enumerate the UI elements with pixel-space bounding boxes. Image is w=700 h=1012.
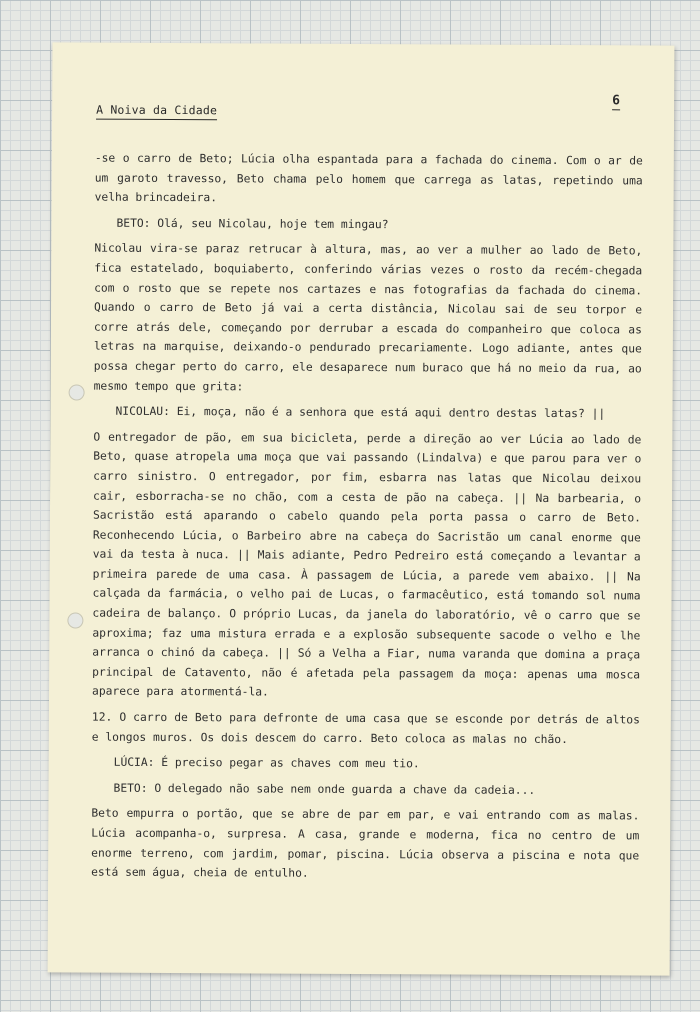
punch-hole (69, 384, 85, 400)
script-body (91, 149, 643, 886)
page-number: 6 (612, 93, 621, 109)
scene-paragraph: 12. O carro de Beto para defronte de uma casa que se esconde por detrás de altos e longos muros. Os dois descem do carro. Beto coloca as malas no chão. (91, 710, 640, 746)
dialogue-line: LÚCIA: É preciso pegar as chaves com meu tio. (113, 755, 420, 771)
dialogue-line: BETO: Olá, seu Nicolau, hoje tem mingau? (116, 216, 389, 231)
paragraph: O entregador de pão, em sua bicicleta, perde a direção ao ver Lúcia ao lado de Beto, quase atropela uma moça que vai passando (Lindalva) e que parou para ver o carro sinistro. O entregador, por fim, esbarra nas latas que Nicolau deixou cair, esborracha-se no chão, com a cesta de pão na cabeça. || Na barbearia, o Sacristão está aparando o cabelo quando pela porta passa o carro de Beto. Reconhecendo Lúcia, o Barbeiro abre na cabeça do Sacristão um canal enorme que vai da testa à nuca. || Mais adiante, Pedro Pedreiro está começando a levantar a primeira parede de uma casa. À passagem de Lúcia, a parede vem abaixo. || Na calçada da farmácia, o velho pai de Lucas, o farmacêutico, está tomando sol numa cadeira de balanço. O próprio Lucas, da janela do laboratório, vê o carro que se aproxima; faz uma mistura errada e a explosão subsequente sacode o velho e lhe arranca o chinó da cabeça. || Só a Velha a Fiar, numa varanda que domina a praça principal de Catavento, não é afetada pela passagem da moça: apenas uma mosca aparece para atormentá-la. (92, 430, 642, 699)
typewritten-page (48, 42, 675, 975)
dialogue-line: NICOLAU: Ei, moça, não é a senhora que está aqui dentro destas latas? || (115, 404, 606, 421)
document-title: A Noiva da Cidade (96, 103, 217, 121)
paragraph: -se o carro de Beto; Lúcia olha espantada para a fachada do cinema. Com o ar de um garoto travesso, Beto chama pelo homem que carrega as latas, repetindo uma velha brincadeira. (94, 151, 643, 205)
punch-hole (67, 612, 83, 628)
paragraph: Beto empurra o portão, que se abre de par em par, e vai entrando com as malas. Lúcia acompanha-o, surpresa. A casa, grande e moderna, fica no centro de um enorme terreno, com jardim, pomar, piscina. Lúcia observa a piscina e nota que está sem água, cheia de entulho. (91, 806, 640, 880)
dialogue-line: BETO: O delegado não sabe nem onde guarda a chave da cadeia... (113, 781, 536, 797)
paragraph: Nicolau vira-se paraz retrucar à altura, mas, ao ver a mulher ao lado de Beto, fica estatelado, boquiaberto, conferindo várias vezes o rosto da recém-chegada com o rosto que se repete nos cartazes e nas fotografias da fachada do cinema. Quando o carro de Beto já vai a certa distância, Nicolau sai de seu torpor e corre atrás dele, começando por derrubar a escada do companheiro que coloca as letras na marquise, deixando-o pendurado precariamente. Logo adiante, antes que possa chegar perto do carro, ele desaparece num buraco que há no meio da rua, ao mesmo tempo que grita: (93, 241, 643, 393)
